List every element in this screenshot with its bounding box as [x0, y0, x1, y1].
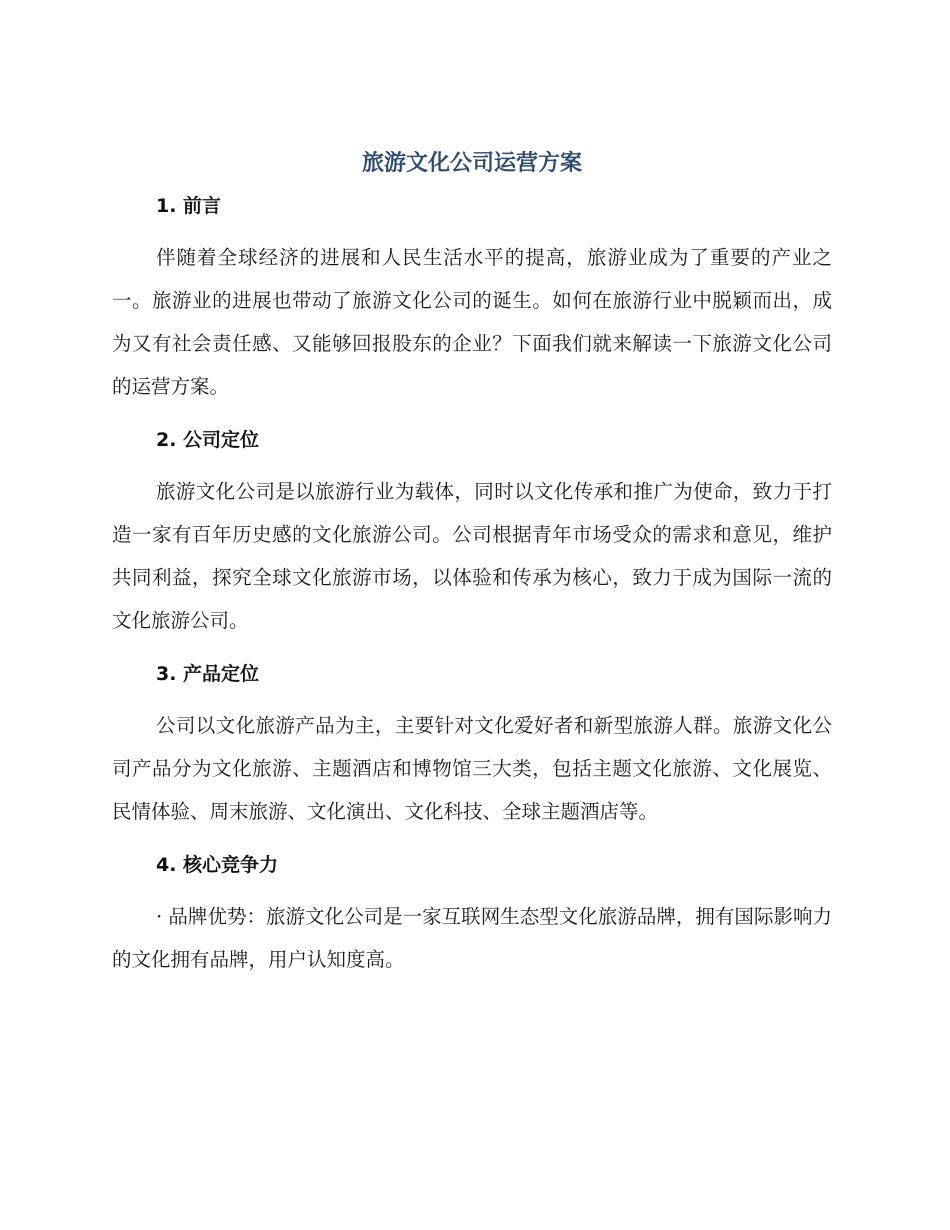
section-heading-product-positioning: 3. 产品定位 — [156, 663, 260, 685]
section-body-preface: 伴随着全球经济的进展和人民生活水平的提高，旅游业成为了重要的产业之一。旅游业的进展也带动了旅游文化公司的诞生。如何在旅游行业中脱颖而出，成为又有社会责任感、又能够回报股东的企业？下面我们就来解读一下旅游文化公司的运营方案。 — [112, 246, 832, 398]
section-body-company-positioning: 旅游文化公司是以旅游行业为载体，同时以文化传承和推广为使命，致力于打造一家有百年历史感的文化旅游公司。公司根据青年市场受众的需求和意见，维护共同利益，探究全球文化旅游市场，以体验和传承为核心，致力于成为国际一流的文化旅游公司。 — [112, 480, 832, 632]
section-heading-preface: 1. 前言 — [156, 195, 222, 217]
section-body-core-competitiveness: · 品牌优势：旅游文化公司是一家互联网生态型文化旅游品牌，拥有国际影响力的文化拥有品牌，用户认知度高。 — [112, 905, 832, 971]
section-heading-company-positioning: 2. 公司定位 — [156, 429, 260, 451]
section-heading-core-competitiveness: 4. 核心竞争力 — [156, 854, 279, 876]
section-body-product-positioning: 公司以文化旅游产品为主，主要针对文化爱好者和新型旅游人群。旅游文化公司产品分为文化旅游、主题酒店和博物馆三大类，包括主题文化旅游、文化展览、民情体验、周末旅游、文化演出、文化科技、全球主题酒店等。 — [112, 714, 832, 823]
document-title: 旅游文化公司运营方案 — [361, 151, 582, 176]
document-content — [112, 142, 832, 981]
